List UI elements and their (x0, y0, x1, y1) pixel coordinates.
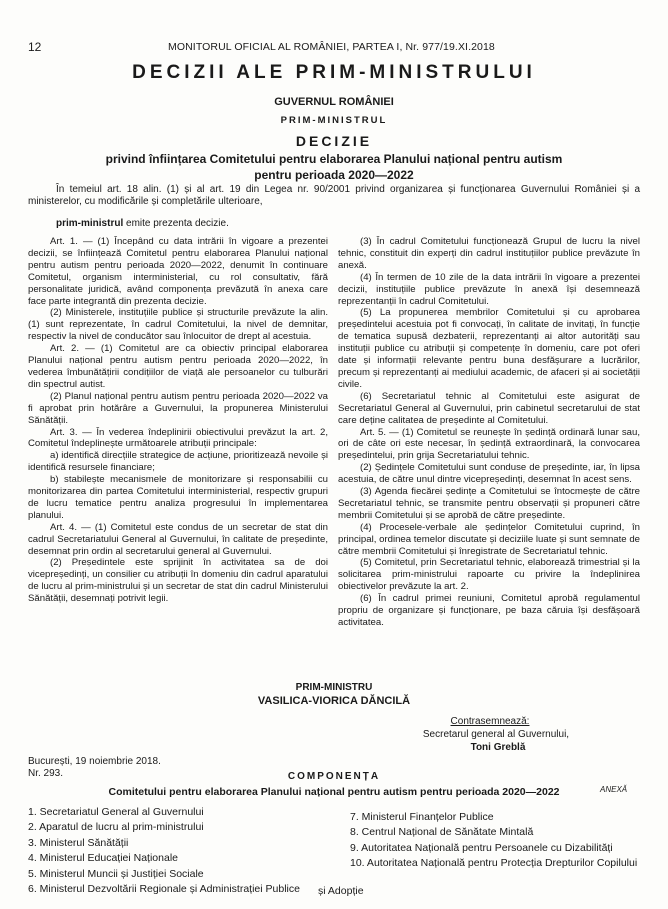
section-title: DECIZII ALE PRIM-MINISTRULUI (132, 62, 536, 83)
article-paragraph: (6) În cadrul primei reuniuni, Comitetul aprobă regulamentul propriu de organizare și funcționare, pe baza căruia își desfășoară activitatea. (338, 593, 640, 628)
members-list-right (350, 810, 650, 872)
composition-heading: COMPONENȚA (287, 771, 381, 782)
article-paragraph: a) identifică direcțiile strategice de acțiune, prioritizează nevoile și identifică resursele financiare; (28, 450, 328, 474)
annex-label: ANEXĂ (600, 785, 628, 794)
right-column (338, 236, 640, 629)
left-column (28, 236, 328, 605)
article-paragraph: (4) Procesele-verbale ale ședințelor Comitetului cuprind, în principal, ordinea temelor discutate și deciziile luate și sunt semnate de către membrii Comitetului și înregistrate de Secretariatul tehnic. (338, 521, 640, 557)
article-paragraph: (2) Ședințele Comitetului sunt conduse de președinte, iar, în lipsa acestuia, de către unul dintre vicepreședinți, desemnat în acest sens. (338, 462, 640, 486)
list-item: 8. Centrul Național de Sănătate Mintală (350, 826, 534, 839)
legal-basis-paragraph: În temeiul art. 18 alin. (1) și al art. 19 din Legea nr. 90/2001 privind organizarea și funcționarea Guvernului României și a ministerelor, cu modificările și completările ulterioare, (28, 184, 640, 208)
article-paragraph: Art. 3. — În vederea îndeplinirii obiectivului prevăzut la art. 2, Comitetul îndeplinește următoarele atribuții principale: (28, 426, 328, 450)
list-item: 1. Secretariatul General al Guvernului (28, 806, 204, 818)
document-type: DECIZIE (295, 133, 373, 149)
article-paragraph: (5) La propunerea membrilor Comitetului și cu aprobarea președintelui acestuia pot fi convocați, în calitate de invitați, în funcție de tematica supusă dezbaterii, reprezentanți ai altor autorități sau instituții publice cu atribuții și competențe în domeniu, care pot oferi date și informații relevante pentru buna desfășurare a lucrărilor, precum și reprezentanți ai mediului academic, de afaceri și ai societății civile. (338, 307, 640, 390)
article-paragraph: (3) În cadrul Comitetului funcționează Grupul de lucru la nivel tehnic, constituit din experți din cadrul instituțiilor publice prevăzute în anexă. (338, 236, 640, 271)
signature-role: PRIM-MINISTRU (295, 682, 373, 693)
list-item: 4. Ministerul Educației Naționale (28, 852, 178, 865)
decision-title-line1: privind înființarea Comitetului pentru elaborarea Planului național pentru autism (105, 152, 563, 166)
list-item-continuation: și Adopție (318, 885, 364, 897)
article-paragraph: Art. 5. — (1) Comitetul se reunește în ședință ordinară lunar sau, ori de câte ori este necesar, în ședință extraordinară, la convocarea președintelui, prin grija Secretariatului tehnic. (338, 426, 640, 462)
article-paragraph: b) stabilește mecanismele de monitorizare și responsabilii cu monitorizarea din partea Comitetului interministerial, respectiv grupuri de lucru tematice pentru analiza progresului în implementarea planului. (28, 474, 328, 521)
article-paragraph: (2) Președintele este sprijinit în activitatea sa de doi vicepreședinți, un consilier cu atribuții în domeniu din cadrul aparatului de lucru al prim-ministrului și un secretar de stat din cadrul Ministerului Sănătății, desemnați potrivit legii. (28, 557, 328, 605)
article-paragraph: (2) Planul național pentru autism pentru perioada 2020—2022 va fi aprobat prin hotărâre a Guvernului, la propunerea Ministerului Sănătății. (28, 390, 328, 426)
members-list-left (28, 805, 348, 897)
countersign-name: Toni Greblă (470, 742, 526, 753)
emit-subject: prim-ministrul (56, 218, 124, 229)
countersign-role: Secretarul general al Guvernului, (422, 729, 570, 740)
article-paragraph: (5) Comitetul, prin Secretariatul tehnic, elaborează trimestrial și la solicitarea prim-ministrului rapoarte cu privire la îndeplinirea obiectivelor prevăzute la art. 2. (338, 557, 640, 593)
composition-title: Comitetului pentru elaborarea Planului național pentru autism pentru perioada 2020—2022 (108, 786, 560, 798)
list-item: 5. Ministerul Muncii și Justiției Sociale (28, 867, 204, 880)
list-item: 3. Ministerul Sănătății (28, 836, 129, 849)
article-paragraph: Art. 1. — (1) Începând cu data intrării în vigoare a prezentei decizii, se înființează Comitetul pentru elaborarea Planului național pentru autism pentru perioada 2020—2022, denumit în continuare Comitetul, organism interministerial, cu rol consultativ, fără personalitate juridică, având componența prevăzută în anexa care face parte integrantă din prezenta decizie. (28, 236, 328, 307)
list-item: 9. Autoritatea Națională pentru Persoanele cu Dizabilități (350, 841, 613, 854)
article-paragraph: (3) Agenda fiecărei ședințe a Comitetului se întocmește de către Secretariatul tehnic, se transmite pentru observații și propuneri către membrii Comitetului și se aprobă de către președinte. (338, 486, 640, 521)
countersign-label: Contrasemnează: (450, 716, 530, 727)
decision-number: Nr. 293. (28, 768, 64, 779)
article-paragraph: (2) Ministerele, instituțiile publice și structurile prevăzute la alin. (1) sunt reprezentate, în cadrul Comitetului, la nivel de demnitar, respectiv la nivel de conducător sau înlocuitor de drept al acestuia. (28, 307, 328, 343)
government-label: GUVERNUL ROMÂNIEI (274, 96, 394, 108)
article-paragraph: Art. 4. — (1) Comitetul este condus de un secretar de stat din cadrul Secretariatului General al Guvernului, în calitate de președinte, desemnat prin ordin al secretarului general al Guvernului. (28, 521, 328, 557)
decision-title-line2: pentru perioada 2020—2022 (254, 168, 414, 182)
article-paragraph: (4) În termen de 10 zile de la data intrării în vigoare a prezentei decizii, instituțiile publice prevăzute în anexă își desemnează reprezentanții în cadrul Comitetului. (338, 271, 640, 307)
article-paragraph: (6) Secretariatul tehnic al Comitetului este asigurat de Secretariatul General al Guvernului, prin cabinetul secretarului de stat care deține calitatea de președinte al Comitetului. (338, 390, 640, 426)
list-item: 2. Aparatul de lucru al prim-ministrului (28, 821, 204, 834)
emit-rest: emite prezenta decizie. (123, 218, 229, 229)
list-item: 6. Ministerul Dezvoltării Regionale și Administrației Publice (28, 883, 300, 896)
running-head: MONITORUL OFICIAL AL ROMÂNIEI, PARTEA I, Nr. 977/19.XI.2018 (168, 41, 495, 53)
emit-sentence (56, 218, 616, 229)
list-item: 10. Autoritatea Națională pentru Protecția Drepturilor Copilului (350, 857, 638, 870)
place-date: București, 19 noiembrie 2018. (28, 756, 161, 767)
article-paragraph: Art. 2. — (1) Comitetul are ca obiectiv principal elaborarea Planului național pentru autism pentru perioada 2020—2022, în vederea îmbunătățirii condițiilor de viață ale persoanelor cu tulburări din spectrul autist. (28, 343, 328, 390)
signature-name: VASILICA-VIORICA DĂNCILĂ (257, 695, 411, 707)
page-number: 12 (28, 40, 42, 54)
list-item: 7. Ministerul Finanțelor Publice (350, 811, 494, 823)
issuer-label: PRIM-MINISTRUL (280, 115, 388, 126)
